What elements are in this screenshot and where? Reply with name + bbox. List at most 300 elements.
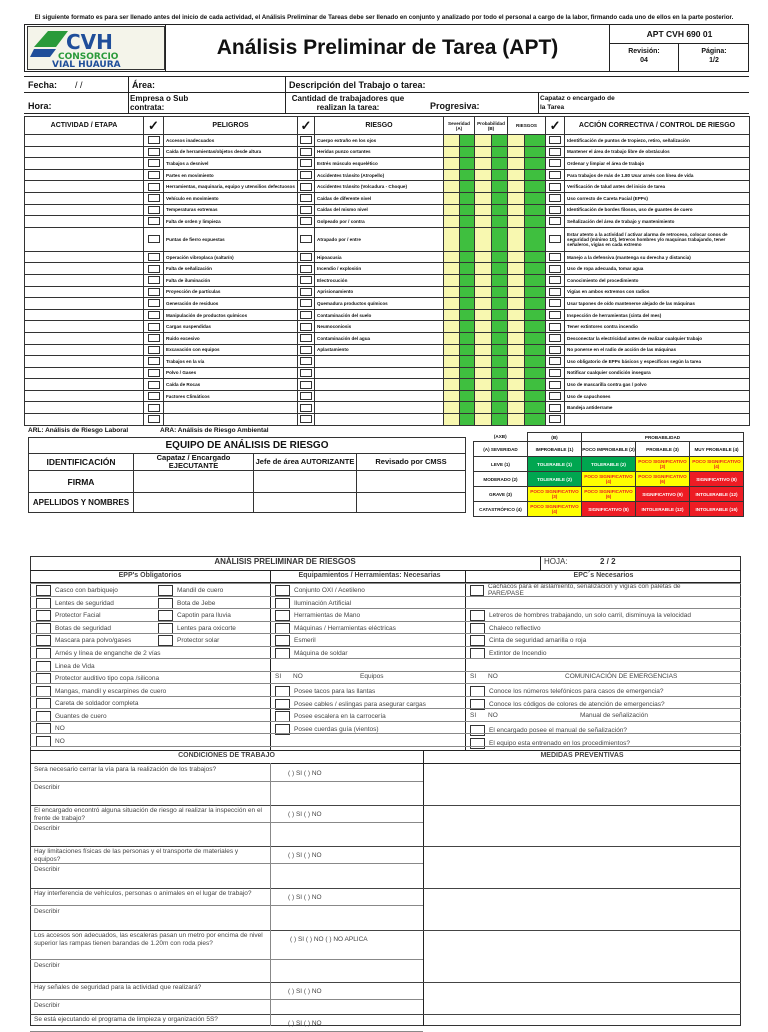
- prob-ara[interactable]: [492, 227, 508, 251]
- checkbox[interactable]: [549, 159, 561, 167]
- sev-ara[interactable]: [460, 274, 475, 286]
- prob-arl[interactable]: [475, 274, 492, 286]
- sev-ara[interactable]: [460, 227, 475, 251]
- checkbox[interactable]: [549, 235, 561, 243]
- riesgo-check[interactable]: [298, 158, 315, 170]
- risk-arl[interactable]: [508, 379, 525, 391]
- sev-ara[interactable]: [460, 263, 475, 275]
- checkbox[interactable]: [300, 206, 312, 214]
- riesgo-check[interactable]: [298, 251, 315, 263]
- prob-ara[interactable]: [492, 390, 508, 402]
- checkbox[interactable]: [549, 288, 561, 296]
- cond-answer[interactable]: ( ) SI ( ) NO: [288, 770, 322, 777]
- checkbox[interactable]: [275, 610, 290, 621]
- riesgo-check[interactable]: [298, 332, 315, 344]
- risk-arl[interactable]: [508, 321, 525, 333]
- checkbox[interactable]: [148, 369, 160, 377]
- accion-check[interactable]: [546, 274, 565, 286]
- sev-ara[interactable]: [460, 298, 475, 310]
- risk-arl[interactable]: [508, 192, 525, 204]
- prob-arl[interactable]: [475, 216, 492, 228]
- sev-arl[interactable]: [444, 227, 460, 251]
- peligro-check[interactable]: [144, 158, 164, 170]
- riesgo-check[interactable]: [298, 367, 315, 379]
- risk-arl[interactable]: [508, 274, 525, 286]
- sev-arl[interactable]: [444, 356, 460, 368]
- sev-ara[interactable]: [460, 158, 475, 170]
- risk-ara[interactable]: [525, 158, 546, 170]
- actividad-cell[interactable]: [25, 321, 144, 333]
- prob-arl[interactable]: [475, 356, 492, 368]
- risk-arl[interactable]: [508, 204, 525, 216]
- risk-ara[interactable]: [525, 181, 546, 193]
- sev-ara[interactable]: [460, 216, 475, 228]
- accion-check[interactable]: [546, 390, 565, 402]
- checkbox[interactable]: [275, 598, 290, 609]
- checkbox[interactable]: [148, 323, 160, 331]
- risk-ara[interactable]: [525, 263, 546, 275]
- checkbox[interactable]: [300, 265, 312, 273]
- actividad-cell[interactable]: [25, 356, 144, 368]
- firma-cell[interactable]: [134, 471, 254, 493]
- checkbox[interactable]: [158, 598, 173, 609]
- prob-ara[interactable]: [492, 286, 508, 298]
- checkbox[interactable]: [549, 265, 561, 273]
- checkbox[interactable]: [148, 206, 160, 214]
- prob-ara[interactable]: [492, 263, 508, 275]
- risk-ara[interactable]: [525, 367, 546, 379]
- prob-ara[interactable]: [492, 309, 508, 321]
- riesgo-check[interactable]: [298, 414, 315, 426]
- checkbox[interactable]: [549, 194, 561, 202]
- sev-ara[interactable]: [460, 251, 475, 263]
- peligro-check[interactable]: [144, 181, 164, 193]
- sev-arl[interactable]: [444, 367, 460, 379]
- checkbox[interactable]: [300, 136, 312, 144]
- accion-check[interactable]: [546, 169, 565, 181]
- actividad-cell[interactable]: [25, 263, 144, 275]
- checkbox[interactable]: [148, 194, 160, 202]
- checkbox[interactable]: [300, 235, 312, 243]
- prob-arl[interactable]: [475, 390, 492, 402]
- prob-ara[interactable]: [492, 146, 508, 158]
- accion-check[interactable]: [546, 379, 565, 391]
- actividad-cell[interactable]: [25, 274, 144, 286]
- peligro-check[interactable]: [144, 356, 164, 368]
- actividad-cell[interactable]: [25, 169, 144, 181]
- prob-arl[interactable]: [475, 402, 492, 414]
- riesgo-check[interactable]: [298, 356, 315, 368]
- peligro-check[interactable]: [144, 169, 164, 181]
- risk-arl[interactable]: [508, 181, 525, 193]
- cond-answer[interactable]: ( ) SI ( ) NO: [288, 894, 322, 901]
- peligro-check[interactable]: [144, 321, 164, 333]
- checkbox[interactable]: [470, 585, 484, 596]
- risk-ara[interactable]: [525, 274, 546, 286]
- risk-arl[interactable]: [508, 135, 525, 147]
- actividad-cell[interactable]: [25, 309, 144, 321]
- sev-ara[interactable]: [460, 286, 475, 298]
- riesgo-check[interactable]: [298, 390, 315, 402]
- actividad-cell[interactable]: [25, 298, 144, 310]
- prob-ara[interactable]: [492, 274, 508, 286]
- checkbox[interactable]: [549, 217, 561, 225]
- checkbox[interactable]: [148, 148, 160, 156]
- risk-ara[interactable]: [525, 251, 546, 263]
- sev-ara[interactable]: [460, 344, 475, 356]
- firma-cell[interactable]: [254, 471, 357, 493]
- accion-check[interactable]: [546, 309, 565, 321]
- sev-arl[interactable]: [444, 146, 460, 158]
- actividad-cell[interactable]: [25, 402, 144, 414]
- sev-ara[interactable]: [460, 135, 475, 147]
- checkbox[interactable]: [549, 357, 561, 365]
- checkbox[interactable]: [148, 346, 160, 354]
- checkbox[interactable]: [470, 610, 485, 621]
- checkbox[interactable]: [158, 585, 173, 596]
- peligro-check[interactable]: [144, 367, 164, 379]
- checkbox[interactable]: [549, 136, 561, 144]
- checkbox[interactable]: [36, 585, 51, 596]
- prob-ara[interactable]: [492, 414, 508, 426]
- prob-ara[interactable]: [492, 216, 508, 228]
- peligro-check[interactable]: [144, 344, 164, 356]
- sev-arl[interactable]: [444, 251, 460, 263]
- cond-answer[interactable]: ( ) SI ( ) NO: [288, 852, 322, 859]
- sev-arl[interactable]: [444, 216, 460, 228]
- checkbox[interactable]: [148, 299, 160, 307]
- sev-ara[interactable]: [460, 367, 475, 379]
- accion-check[interactable]: [546, 216, 565, 228]
- risk-arl[interactable]: [508, 216, 525, 228]
- nombre-cell[interactable]: [357, 493, 466, 513]
- actividad-cell[interactable]: [25, 227, 144, 251]
- risk-ara[interactable]: [525, 321, 546, 333]
- riesgo-check[interactable]: [298, 274, 315, 286]
- accion-check[interactable]: [546, 146, 565, 158]
- risk-ara[interactable]: [525, 332, 546, 344]
- checkbox[interactable]: [300, 217, 312, 225]
- checkbox[interactable]: [300, 369, 312, 377]
- cond-answer[interactable]: ( ) SI ( ) NO ( ) NO APLICA: [290, 936, 368, 943]
- risk-arl[interactable]: [508, 169, 525, 181]
- checkbox[interactable]: [36, 635, 51, 646]
- prob-arl[interactable]: [475, 298, 492, 310]
- prob-ara[interactable]: [492, 321, 508, 333]
- checkbox[interactable]: [275, 648, 290, 659]
- fecha-field[interactable]: / /: [75, 80, 83, 90]
- checkbox[interactable]: [300, 357, 312, 365]
- risk-arl[interactable]: [508, 332, 525, 344]
- prob-ara[interactable]: [492, 344, 508, 356]
- accion-check[interactable]: [546, 356, 565, 368]
- riesgo-check[interactable]: [298, 309, 315, 321]
- peligro-check[interactable]: [144, 332, 164, 344]
- cond-answer[interactable]: ( ) SI ( ) NO: [288, 988, 322, 995]
- peligro-check[interactable]: [144, 251, 164, 263]
- peligro-check[interactable]: [144, 402, 164, 414]
- peligro-check[interactable]: [144, 414, 164, 426]
- actividad-cell[interactable]: [25, 414, 144, 426]
- checkbox[interactable]: [549, 346, 561, 354]
- sev-arl[interactable]: [444, 332, 460, 344]
- sev-arl[interactable]: [444, 298, 460, 310]
- sev-arl[interactable]: [444, 309, 460, 321]
- risk-ara[interactable]: [525, 344, 546, 356]
- prob-arl[interactable]: [475, 251, 492, 263]
- checkbox[interactable]: [300, 381, 312, 389]
- checkbox[interactable]: [549, 392, 561, 400]
- riesgo-check[interactable]: [298, 286, 315, 298]
- accion-check[interactable]: [546, 414, 565, 426]
- sev-arl[interactable]: [444, 181, 460, 193]
- checkbox[interactable]: [300, 148, 312, 156]
- risk-arl[interactable]: [508, 298, 525, 310]
- accion-check[interactable]: [546, 367, 565, 379]
- actividad-cell[interactable]: [25, 367, 144, 379]
- checkbox[interactable]: [148, 159, 160, 167]
- sev-ara[interactable]: [460, 321, 475, 333]
- sev-arl[interactable]: [444, 344, 460, 356]
- risk-ara[interactable]: [525, 135, 546, 147]
- peligro-check[interactable]: [144, 298, 164, 310]
- risk-arl[interactable]: [508, 367, 525, 379]
- peligro-check[interactable]: [144, 192, 164, 204]
- checkbox[interactable]: [148, 136, 160, 144]
- riesgo-check[interactable]: [298, 181, 315, 193]
- peligro-check[interactable]: [144, 309, 164, 321]
- riesgo-check[interactable]: [298, 192, 315, 204]
- riesgo-check[interactable]: [298, 216, 315, 228]
- prob-arl[interactable]: [475, 321, 492, 333]
- sev-arl[interactable]: [444, 379, 460, 391]
- cond-answer[interactable]: ( ) SI ( ) NO: [288, 811, 322, 818]
- nombre-cell[interactable]: [254, 493, 357, 513]
- prob-ara[interactable]: [492, 169, 508, 181]
- sev-ara[interactable]: [460, 414, 475, 426]
- checkbox[interactable]: [300, 194, 312, 202]
- risk-arl[interactable]: [508, 158, 525, 170]
- prob-arl[interactable]: [475, 227, 492, 251]
- firma-cell[interactable]: [357, 471, 466, 493]
- risk-arl[interactable]: [508, 414, 525, 426]
- sev-arl[interactable]: [444, 135, 460, 147]
- actividad-cell[interactable]: [25, 216, 144, 228]
- prob-arl[interactable]: [475, 146, 492, 158]
- risk-ara[interactable]: [525, 146, 546, 158]
- riesgo-check[interactable]: [298, 135, 315, 147]
- checkbox[interactable]: [549, 369, 561, 377]
- checkbox[interactable]: [148, 334, 160, 342]
- riesgo-check[interactable]: [298, 298, 315, 310]
- risk-ara[interactable]: [525, 402, 546, 414]
- checkbox[interactable]: [549, 253, 561, 261]
- prob-arl[interactable]: [475, 158, 492, 170]
- checkbox[interactable]: [148, 276, 160, 284]
- prob-ara[interactable]: [492, 298, 508, 310]
- checkbox[interactable]: [300, 323, 312, 331]
- risk-ara[interactable]: [525, 356, 546, 368]
- sev-arl[interactable]: [444, 321, 460, 333]
- prob-ara[interactable]: [492, 158, 508, 170]
- peligro-check[interactable]: [144, 286, 164, 298]
- checkbox[interactable]: [300, 288, 312, 296]
- risk-arl[interactable]: [508, 390, 525, 402]
- prob-arl[interactable]: [475, 135, 492, 147]
- actividad-cell[interactable]: [25, 286, 144, 298]
- risk-arl[interactable]: [508, 263, 525, 275]
- checkbox[interactable]: [275, 623, 290, 634]
- accion-check[interactable]: [546, 298, 565, 310]
- risk-ara[interactable]: [525, 414, 546, 426]
- checkbox[interactable]: [275, 585, 290, 596]
- riesgo-check[interactable]: [298, 204, 315, 216]
- riesgo-check[interactable]: [298, 169, 315, 181]
- risk-arl[interactable]: [508, 251, 525, 263]
- checkbox[interactable]: [470, 635, 485, 646]
- peligro-check[interactable]: [144, 204, 164, 216]
- actividad-cell[interactable]: [25, 192, 144, 204]
- accion-check[interactable]: [546, 263, 565, 275]
- checkbox[interactable]: [158, 610, 173, 621]
- riesgo-check[interactable]: [298, 263, 315, 275]
- riesgo-check[interactable]: [298, 227, 315, 251]
- sev-ara[interactable]: [460, 390, 475, 402]
- prob-arl[interactable]: [475, 414, 492, 426]
- risk-arl[interactable]: [508, 227, 525, 251]
- prob-arl[interactable]: [475, 192, 492, 204]
- actividad-cell[interactable]: [25, 204, 144, 216]
- sev-arl[interactable]: [444, 274, 460, 286]
- accion-check[interactable]: [546, 192, 565, 204]
- checkbox[interactable]: [549, 299, 561, 307]
- riesgo-check[interactable]: [298, 379, 315, 391]
- risk-ara[interactable]: [525, 298, 546, 310]
- cond-answer[interactable]: ( ) SI ( ) NO: [288, 1020, 322, 1027]
- checkbox[interactable]: [148, 311, 160, 319]
- risk-arl[interactable]: [508, 402, 525, 414]
- sev-arl[interactable]: [444, 204, 460, 216]
- prob-arl[interactable]: [475, 344, 492, 356]
- prob-ara[interactable]: [492, 402, 508, 414]
- checkbox[interactable]: [148, 235, 160, 243]
- risk-ara[interactable]: [525, 192, 546, 204]
- risk-ara[interactable]: [525, 379, 546, 391]
- risk-ara[interactable]: [525, 286, 546, 298]
- sev-ara[interactable]: [460, 309, 475, 321]
- checkbox[interactable]: [300, 276, 312, 284]
- riesgo-check[interactable]: [298, 402, 315, 414]
- sev-arl[interactable]: [444, 158, 460, 170]
- accion-check[interactable]: [546, 181, 565, 193]
- sev-ara[interactable]: [460, 146, 475, 158]
- risk-arl[interactable]: [508, 356, 525, 368]
- checkbox[interactable]: [148, 415, 160, 423]
- checkbox[interactable]: [300, 415, 312, 423]
- peligro-check[interactable]: [144, 146, 164, 158]
- prob-ara[interactable]: [492, 135, 508, 147]
- risk-ara[interactable]: [525, 390, 546, 402]
- checkbox[interactable]: [36, 623, 51, 634]
- checkbox[interactable]: [470, 738, 485, 749]
- prob-arl[interactable]: [475, 263, 492, 275]
- checkbox[interactable]: [549, 415, 561, 423]
- peligro-check[interactable]: [144, 390, 164, 402]
- checkbox[interactable]: [549, 148, 561, 156]
- sev-arl[interactable]: [444, 414, 460, 426]
- actividad-cell[interactable]: [25, 344, 144, 356]
- actividad-cell[interactable]: [25, 181, 144, 193]
- accion-check[interactable]: [546, 251, 565, 263]
- risk-arl[interactable]: [508, 146, 525, 158]
- sev-ara[interactable]: [460, 169, 475, 181]
- accion-check[interactable]: [546, 332, 565, 344]
- checkbox[interactable]: [549, 276, 561, 284]
- checkbox[interactable]: [148, 381, 160, 389]
- prob-ara[interactable]: [492, 251, 508, 263]
- sev-arl[interactable]: [444, 192, 460, 204]
- sev-ara[interactable]: [460, 402, 475, 414]
- checkbox[interactable]: [300, 334, 312, 342]
- peligro-check[interactable]: [144, 135, 164, 147]
- accion-check[interactable]: [546, 402, 565, 414]
- prob-ara[interactable]: [492, 192, 508, 204]
- riesgo-check[interactable]: [298, 321, 315, 333]
- prob-arl[interactable]: [475, 309, 492, 321]
- risk-arl[interactable]: [508, 286, 525, 298]
- sev-ara[interactable]: [460, 204, 475, 216]
- checkbox[interactable]: [300, 253, 312, 261]
- checkbox[interactable]: [158, 623, 173, 634]
- sev-ara[interactable]: [460, 356, 475, 368]
- actividad-cell[interactable]: [25, 379, 144, 391]
- checkbox[interactable]: [300, 183, 312, 191]
- prob-ara[interactable]: [492, 367, 508, 379]
- accion-check[interactable]: [546, 286, 565, 298]
- checkbox[interactable]: [300, 299, 312, 307]
- checkbox[interactable]: [549, 183, 561, 191]
- sev-ara[interactable]: [460, 332, 475, 344]
- checkbox[interactable]: [300, 404, 312, 412]
- accion-check[interactable]: [546, 321, 565, 333]
- peligro-check[interactable]: [144, 227, 164, 251]
- checkbox[interactable]: [549, 381, 561, 389]
- actividad-cell[interactable]: [25, 332, 144, 344]
- checkbox[interactable]: [148, 171, 160, 179]
- checkbox[interactable]: [549, 311, 561, 319]
- prob-ara[interactable]: [492, 356, 508, 368]
- risk-arl[interactable]: [508, 344, 525, 356]
- accion-check[interactable]: [546, 344, 565, 356]
- checkbox[interactable]: [36, 610, 51, 621]
- accion-check[interactable]: [546, 227, 565, 251]
- sev-arl[interactable]: [444, 169, 460, 181]
- checkbox[interactable]: [148, 288, 160, 296]
- sev-ara[interactable]: [460, 379, 475, 391]
- checkbox[interactable]: [300, 392, 312, 400]
- risk-arl[interactable]: [508, 309, 525, 321]
- risk-ara[interactable]: [525, 204, 546, 216]
- prob-arl[interactable]: [475, 181, 492, 193]
- actividad-cell[interactable]: [25, 146, 144, 158]
- checkbox[interactable]: [549, 171, 561, 179]
- sev-ara[interactable]: [460, 192, 475, 204]
- prob-arl[interactable]: [475, 286, 492, 298]
- prob-arl[interactable]: [475, 367, 492, 379]
- prob-arl[interactable]: [475, 169, 492, 181]
- peligro-check[interactable]: [144, 379, 164, 391]
- checkbox[interactable]: [300, 346, 312, 354]
